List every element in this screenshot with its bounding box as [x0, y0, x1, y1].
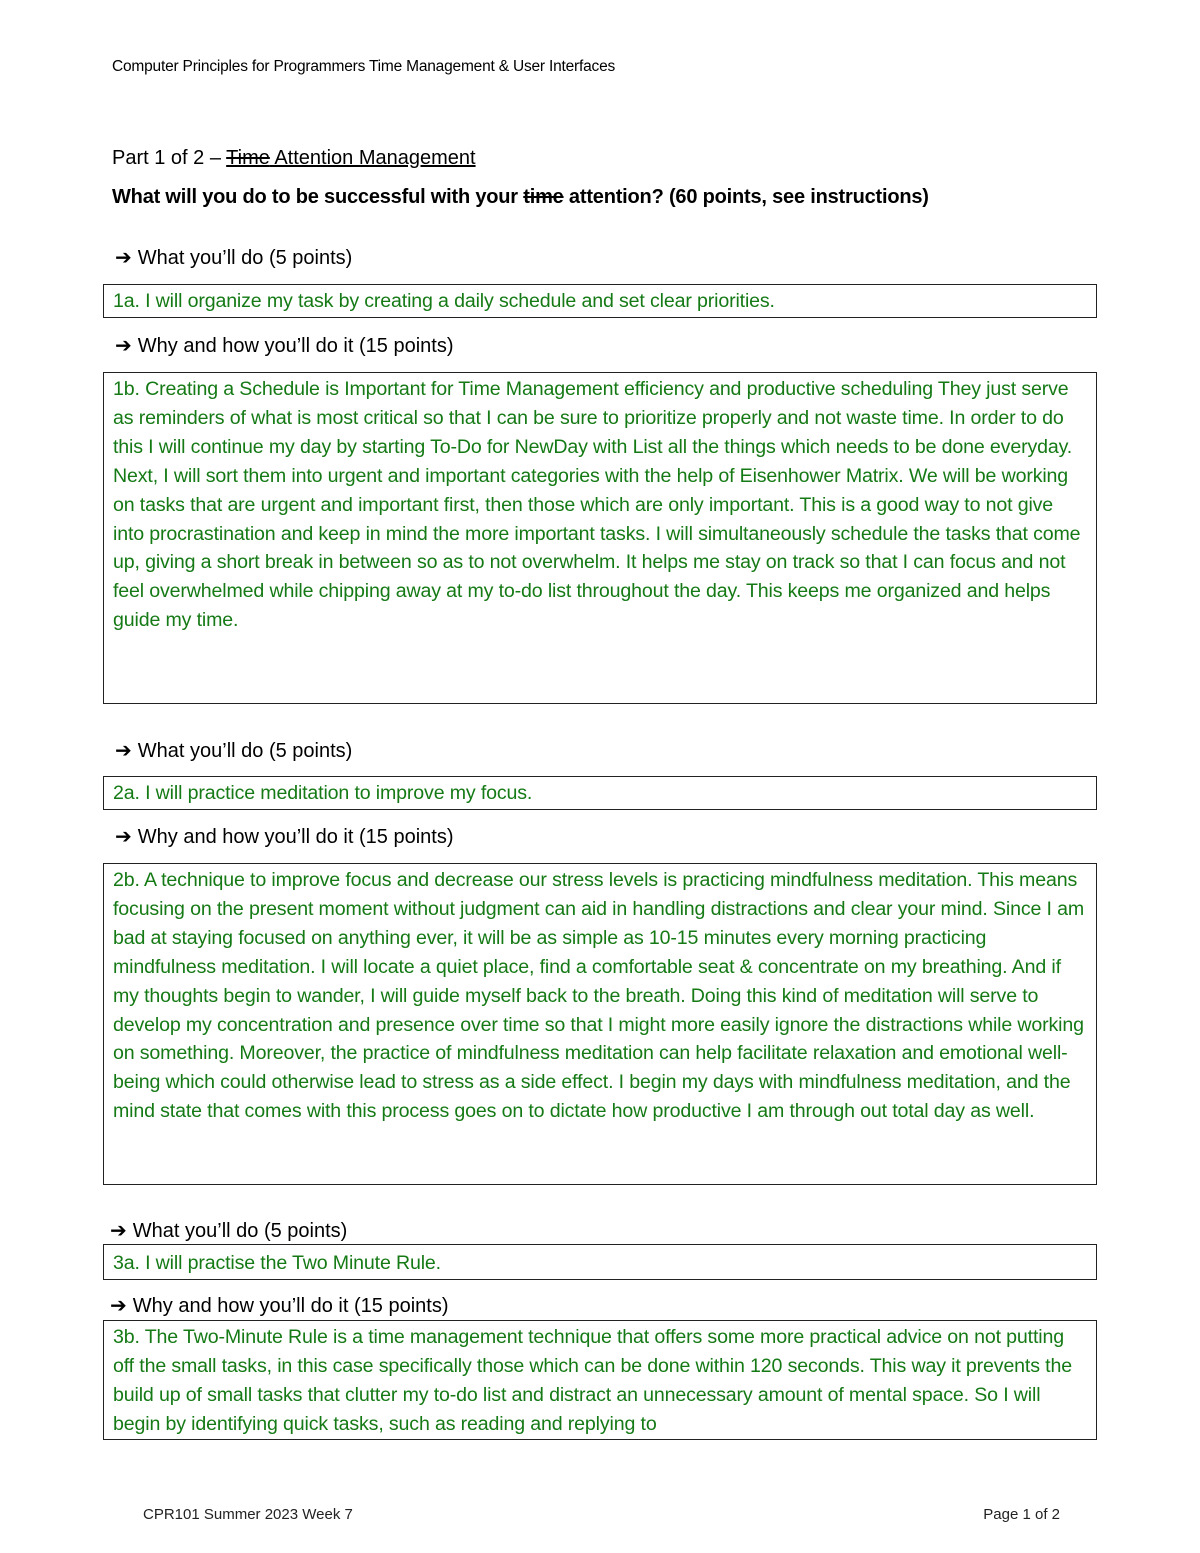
prompt-what-1: ➔ What you’ll do (5 points)	[115, 247, 353, 269]
arrow-right-icon: ➔	[110, 1220, 127, 1242]
answer-box-1a[interactable]: 1a. I will organize my task by creating a daily schedule and set clear priorities.	[103, 284, 1097, 318]
arrow-right-icon: ➔	[115, 335, 132, 357]
prompt-why-1: ➔ Why and how you’ll do it (15 points)	[115, 335, 454, 357]
arrow-right-icon: ➔	[115, 826, 132, 848]
arrow-right-icon: ➔	[115, 247, 132, 269]
page-header: Computer Principles for Programmers Time Management & User Interfaces	[112, 58, 616, 75]
footer-page-number: Page 1 of 2	[983, 1506, 1060, 1523]
prompt-what-3: ➔ What you’ll do (5 points)	[110, 1220, 348, 1242]
prompt-what-2: ➔ What you’ll do (5 points)	[115, 740, 353, 762]
answer-box-3b[interactable]: 3b. The Two-Minute Rule is a time management technique that offers some more practical advice on not putting off the small tasks, in this case specifically those which can be done within 120 seconds. This way it prevents the build up of small tasks that clutter my to-do list and distract an unnecessary amount of mental space. So I will begin by identifying quick tasks, such as reading and replying to	[103, 1320, 1097, 1440]
part-title	[112, 147, 476, 170]
answer-box-1b[interactable]: 1b. Creating a Schedule is Important for Time Management efficiency and productive scheduling They just serve as reminders of what is most critical so that I can be sure to prioritize properly and not waste time. In order to do this I will continue my day by starting To-Do for NewDay with List all the things which needs to be done everyday. Next, I will sort them into urgent and important categories with the help of Eisenhower Matrix. We will be working on tasks that are urgent and important first, then those which are only important. This is a good way to not give into procrastination and keep in mind the more important tasks. I will simultaneously schedule the tasks that come up, giving a short break in between so as to not overwhelm. It helps me stay on track so that I can focus and not feel overwhelmed while chipping away at my to-do list throughout the day. This keeps me organized and helps guide my time.	[103, 372, 1097, 704]
prompt-why-2: ➔ Why and how you’ll do it (15 points)	[115, 826, 454, 848]
prompt-why-3: ➔ Why and how you’ll do it (15 points)	[110, 1295, 449, 1317]
arrow-right-icon: ➔	[110, 1295, 127, 1317]
main-question: What will you do to be successful with your time attention? (60 points, see instructions)	[112, 186, 929, 208]
question-struck-word: time	[523, 186, 564, 208]
answer-box-3a[interactable]: 3a. I will practise the Two Minute Rule.	[103, 1244, 1097, 1280]
part-struck-word: Time	[226, 147, 270, 169]
part-prefix: Part 1 of 2 –	[112, 147, 227, 169]
answer-box-2b[interactable]: 2b. A technique to improve focus and decrease our stress levels is practicing mindfulness meditation. This means focusing on the present moment without judgment can aid in handling distractions and clear your mind. Since I am bad at staying focused on anything ever, it will be as simple as 10-15 minutes every morning practicing mindfulness meditation. I will locate a quiet place, find a comfortable seat & concentrate on my breathing. And if my thoughts begin to wander, I will guide myself back to the breath. Doing this kind of meditation will serve to develop my concentration and presence over time so that I might more easily ignore the distractions while working on something. Moreover, the practice of mindfulness meditation can help facilitate relaxation and emotional well-being which could otherwise lead to stress as a side effect. I begin my days with mindfulness meditation, and the mind state that comes with this process goes on to dictate how productive I am through out total day as well.	[103, 863, 1097, 1185]
answer-box-2a[interactable]: 2a. I will practice meditation to improve my focus.	[103, 776, 1097, 810]
part-rest: Attention Management	[269, 147, 476, 169]
arrow-right-icon: ➔	[115, 740, 132, 762]
footer-course-week: CPR101 Summer 2023 Week 7	[143, 1506, 353, 1523]
